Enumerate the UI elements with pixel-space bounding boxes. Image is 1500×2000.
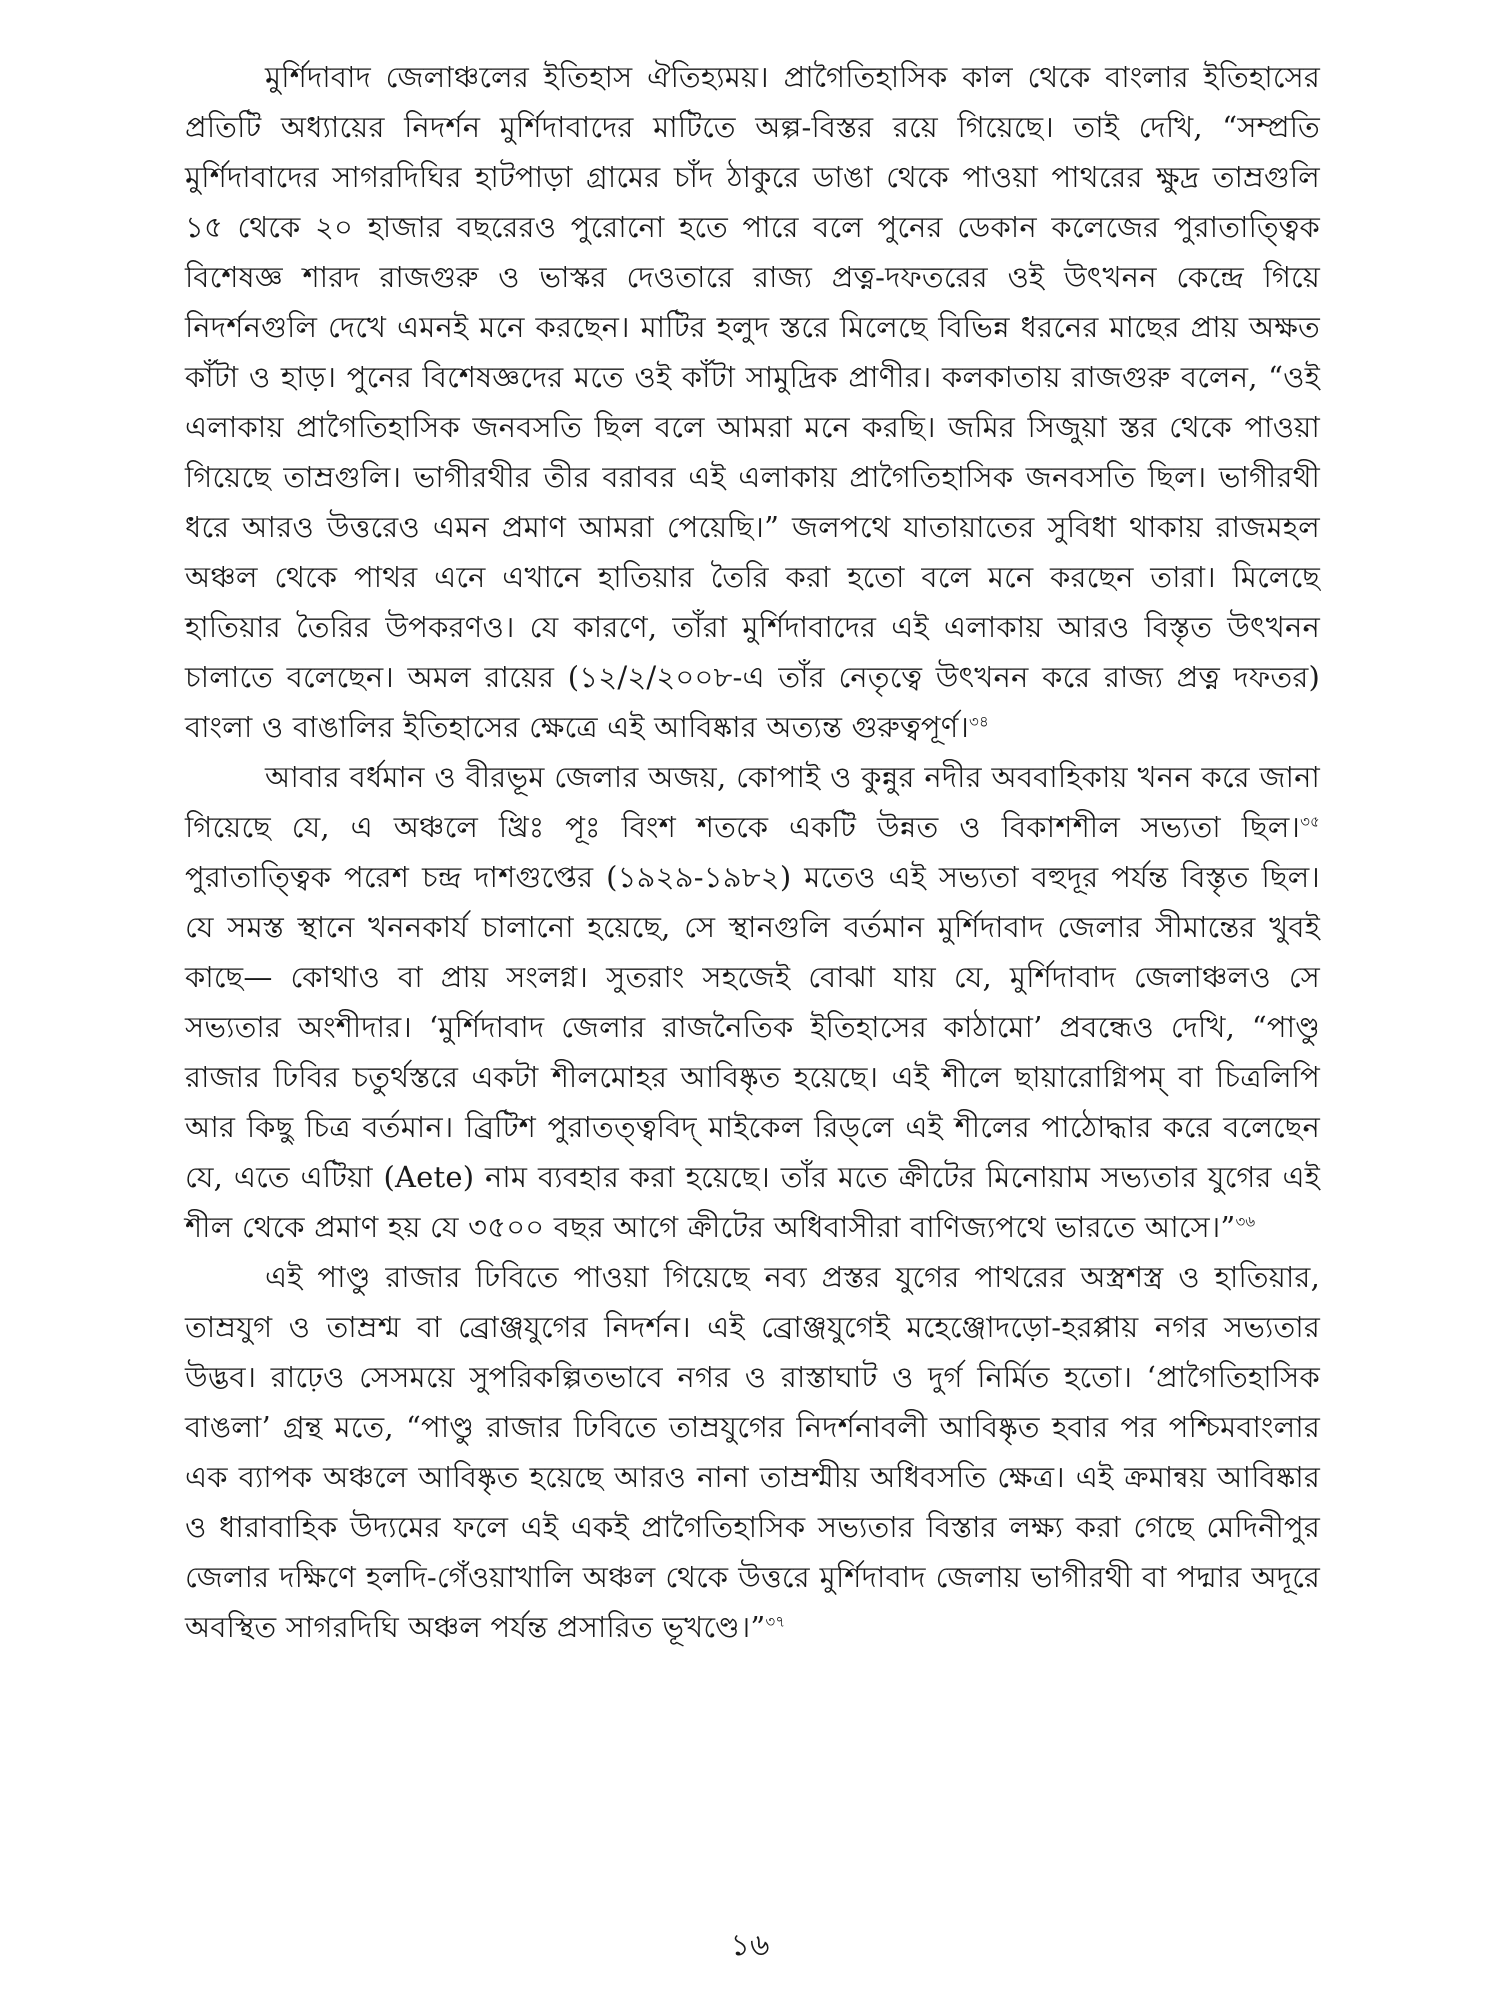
paragraph-3 (185, 1252, 1320, 1652)
paragraph-1 (185, 52, 1320, 752)
page-number: ১৬ (730, 1928, 770, 1963)
paragraph-1-text: মুর্শিদাবাদ জেলাঞ্চলের ইতিহাস ঐতিহ্যময়। প্রাগৈতিহাসিক কাল থেকে বাংলার ইতিহাসের প্রতিটি অধ্যায়ের নিদর্শন মুর্শিদাবাদের মাটিতে অল্প-বিস্তর রয়ে গিয়েছে। তাই দেখি, “সম্প্রতি মুর্শিদাবাদের সাগরদিঘির হাটপাড়া গ্রামের চাঁদ ঠাকুরে ডাঙা থেকে পাওয়া পাথরের ক্ষুদ্র তাম্রগুলি ১৫ থেকে ২০ হাজার বছরেরও পুরোনো হতে পারে বলে পুনের ডেকান কলেজের পুরাতাত্ত্বিক বিশেষজ্ঞ শারদ রাজগুরু ও ভাস্কর দেওতারে রাজ্য প্রত্ন-দফতরের ওই উৎখনন কেন্দ্রে গিয়ে নিদর্শনগুলি দেখে এমনই মনে করছেন। মাটির হলুদ স্তরে মিলেছে বিভিন্ন ধরনের মাছের প্রায় অক্ষত কাঁটা ও হাড়। পুনের বিশেষজ্ঞদের মতে ওই কাঁটা সামুদ্রিক প্রাণীর। কলকাতায় রাজগুরু বলেন, “ওই এলাকায় প্রাগৈতিহাসিক জনবসতি ছিল বলে আমরা মনে করছি। জমির সিজুয়া স্তর থেকে পাওয়া গিয়েছে তাম্রগুলি। ভাগীরথীর তীর বরাবর এই এলাকায় প্রাগৈতিহাসিক জনবসতি ছিল। ভাগীরথী ধরে আরও উত্তরেও এমন প্রমাণ আমরা পেয়েছি।” জলপথে যাতায়াতের সুবিধা থাকায় রাজমহল অঞ্চল থেকে পাথর এনে এখানে হাতিয়ার তৈরি করা হতো বলে মনে করছেন তারা। মিলেছে হাতিয়ার তৈরির উপকরণও। যে কারণে, তাঁরা মুর্শিদাবাদের এই এলাকায় আরও বিস্তৃত উৎখনন চালাতে বলেছেন। অমল রায়ের (১২/২/২০০৮-এ তাঁর নেতৃত্বে উৎখনন করে রাজ্য প্রত্ন দফতর) বাংলা ও বাঙালির ইতিহাসের ক্ষেত্রে এই আবিষ্কার অত্যন্ত গুরুত্বপূর্ণ। (185, 60, 1320, 744)
paragraph-2-text-continued: পুরাতাত্ত্বিক পরেশ চন্দ্র দাশগুপ্তের (১৯২৯-১৯৮২) মতেও এই সভ্যতা বহুদূর পর্যন্ত বিস্তৃত ছিল। যে সমস্ত স্থানে খননকার্য চালানো হয়েছে, সে স্থানগুলি বর্তমান মুর্শিদাবাদ জেলার সীমান্তের খুবই কাছে— কোথাও বা প্রায় সংলগ্ন। সুতরাং সহজেই বোঝা যায় যে, মুর্শিদাবাদ জেলাঞ্চলও সে সভ্যতার অংশীদার। ‘মুর্শিদাবাদ জেলার রাজনৈতিক ইতিহাসের কাঠামো’ প্রবন্ধেও দেখি, “পাণ্ডু রাজার ঢিবির চতুর্থস্তরে একটা শীলমোহর আবিষ্কৃত হয়েছে। এই শীলে ছায়ারোগ্নিপম্ বা চিত্রলিপি আর কিছু চিত্র বর্তমান। ব্রিটিশ পুরাতত্ত্ববিদ্ মাইকেল রিড্‌লে এই শীলের পাঠোদ্ধার করে বলেছেন যে, এতে এটিয়া (Aete) নাম ব্যবহার করা হয়েছে। তাঁর মতে ক্রীটের মিনোয়াম সভ্যতার যুগের এই শীল থেকে প্রমাণ হয় যে ৩৫০০ বছর আগে ক্রীটের অধিবাসীরা বাণিজ্যপথে ভারতে আসে।” (185, 860, 1320, 1244)
page-body (185, 52, 1320, 1652)
paragraph-2-text: আবার বর্ধমান ও বীরভূম জেলার অজয়, কোপাই ও কুন্নুর নদীর অববাহিকায় খনন করে জানা গিয়েছে যে, এ অঞ্চলে খ্রিঃ পূঃ বিংশ শতকে একটি উন্নত ও বিকাশশীল সভ্যতা ছিল। (185, 760, 1320, 844)
footnote-ref-35: ৩৫ (1300, 812, 1320, 831)
footnote-ref-34: ৩৪ (969, 712, 989, 731)
footnote-ref-36: ৩৬ (1235, 1212, 1256, 1231)
footnote-ref-37: ৩৭ (765, 1612, 786, 1631)
paragraph-3-text: এই পাণ্ডু রাজার ঢিবিতে পাওয়া গিয়েছে নব্য প্রস্তর যুগের পাথরের অস্ত্রশস্ত্র ও হাতিয়ার, তাম্রযুগ ও তাম্রশ্ম বা ব্রোঞ্জযুগের নিদর্শন। এই ব্রোঞ্জযুগেই মহেঞ্জোদড়ো-হরপ্পায় নগর সভ্যতার উদ্ভব। রাঢ়েও সেসময়ে সুপরিকল্পিতভাবে নগর ও রাস্তাঘাট ও দুর্গ নির্মিত হতো। ‘প্রাগৈতিহাসিক বাঙলা’ গ্রন্থ মতে, “পাণ্ডু রাজার ঢিবিতে তাম্রযুগের নিদর্শনাবলী আবিষ্কৃত হবার পর পশ্চিমবাংলার এক ব্যাপক অঞ্চলে আবিষ্কৃত হয়েছে আরও নানা তাম্রশ্মীয় অধিবসতি ক্ষেত্র। এই ক্রমান্বয় আবিষ্কার ও ধারাবাহিক উদ্যমের ফলে এই একই প্রাগৈতিহাসিক সভ্যতার বিস্তার লক্ষ্য করা গেছে মেদিনীপুর জেলার দক্ষিণে হলদি-গেঁওয়াখালি অঞ্চল থেকে উত্তরে মুর্শিদাবাদ জেলায় ভাগীরথী বা পদ্মার অদূরে অবস্থিত সাগরদিঘি অঞ্চল পর্যন্ত প্রসারিত ভূখণ্ডে।” (185, 1260, 1320, 1644)
paragraph-2 (185, 752, 1320, 1252)
